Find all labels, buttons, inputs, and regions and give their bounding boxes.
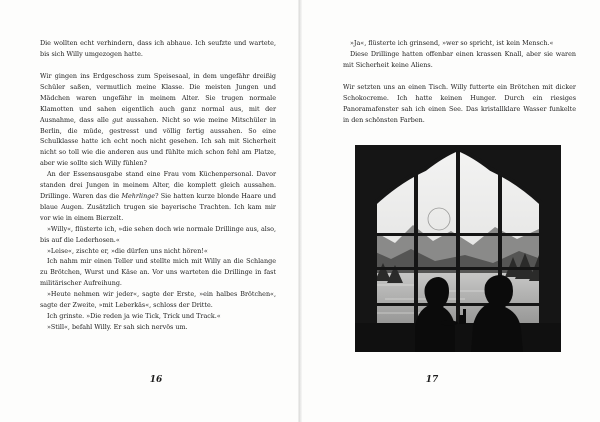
right-paragraph: Diese Drillinge hatten offenbar einen krassen Knall, aber sie waren mit Sicherheit keine Aliens. <box>343 49 576 69</box>
left-text-top <box>40 38 276 60</box>
left-paragraph: »Still«, befahl Willy. Er sah sich nervös um. <box>47 322 188 331</box>
left-text-main <box>40 71 276 333</box>
window-illustration <box>355 145 561 352</box>
right-page <box>301 0 600 422</box>
right-text-main <box>343 82 576 126</box>
right-text-top <box>343 38 576 71</box>
left-paragraph: Wir gingen ins Erdgeschoss zum Speisesaal, in dem ungefähr dreißig Schüler saßen, vermutlich meine Klasse. Die meisten Jungen und Mädchen waren ungefähr in meinem Alter. Sie trugen normale Klamotten und sahen eigentlich auch ganz normal aus, mit der Ausnahme, dass alle gut aussahen. Nicht so wie meine Mitschüler in Berlin, die müde, gestresst und völlig fertig aussahen. So eine Schulklasse hatte ich echt noch nicht gesehen. Ich sah mit Sicherheit nicht so toll wie die anderen aus und fühlte mich schon fehl am Platze, aber wie sollte sich Willy fühlen? <box>40 72 276 168</box>
left-paragraph: »Heute nehmen wir jeder«, sagte der Erste, »ein halbes Brötchen«, sagte der Zweite, »mit Leberkäs«, schloss der Dritte. <box>40 290 276 310</box>
page-number-left: 16 <box>149 375 163 385</box>
left-paragraph: Die wollten echt verhindern, dass ich abhaue. Ich seufzte und wartete, bis sich Willy umgezogen hatte. <box>40 39 276 58</box>
right-paragraph: »Ja«, flüsterte ich grinsend, »wer so spricht, ist kein Mensch.« <box>350 39 554 47</box>
left-paragraph: »Leise«, zischte er, »die dürfen uns nicht hören!« <box>47 246 208 255</box>
left-paragraph: »Willy«, flüsterte ich, »die sehen doch wie normale Drillinge aus, also, bis auf die Lederhosen.« <box>40 224 276 244</box>
left-paragraph: An der Essensausgabe stand eine Frau vom Küchenpersonal. Davor standen drei Jungen in meinem Alter, die komplett gleich aussahen. Drillinge. Waren das die Mehrlinge? Sie hatten kurze blonde Haare und blaue Augen. Zusätzlich trugen sie bayerische Trachten. Ich kam mir vor wie in einem Bierzelt. <box>40 170 277 222</box>
right-paragraph: Wir setzten uns an einen Tisch. Willy futterte ein Brötchen mit dicker Schokocreme. Ich hatte keinen Hunger. Durch ein riesiges Panoramafenster sah ich einen See. Das kristallklare Wasser funkelte in den schönsten Farben. <box>343 83 576 124</box>
left-paragraph: Ich grinste. »Die reden ja wie Tick, Trick und Track.« <box>47 311 221 320</box>
left-paragraph: Ich nahm mir einen Teller und stellte mich mit Willy an die Schlange zu Brötchen, Wurst und Käse an. Vor uns warteten die Drillinge in fast militärischer Aufreihung. <box>40 257 276 288</box>
page-number-right: 17 <box>425 375 439 385</box>
